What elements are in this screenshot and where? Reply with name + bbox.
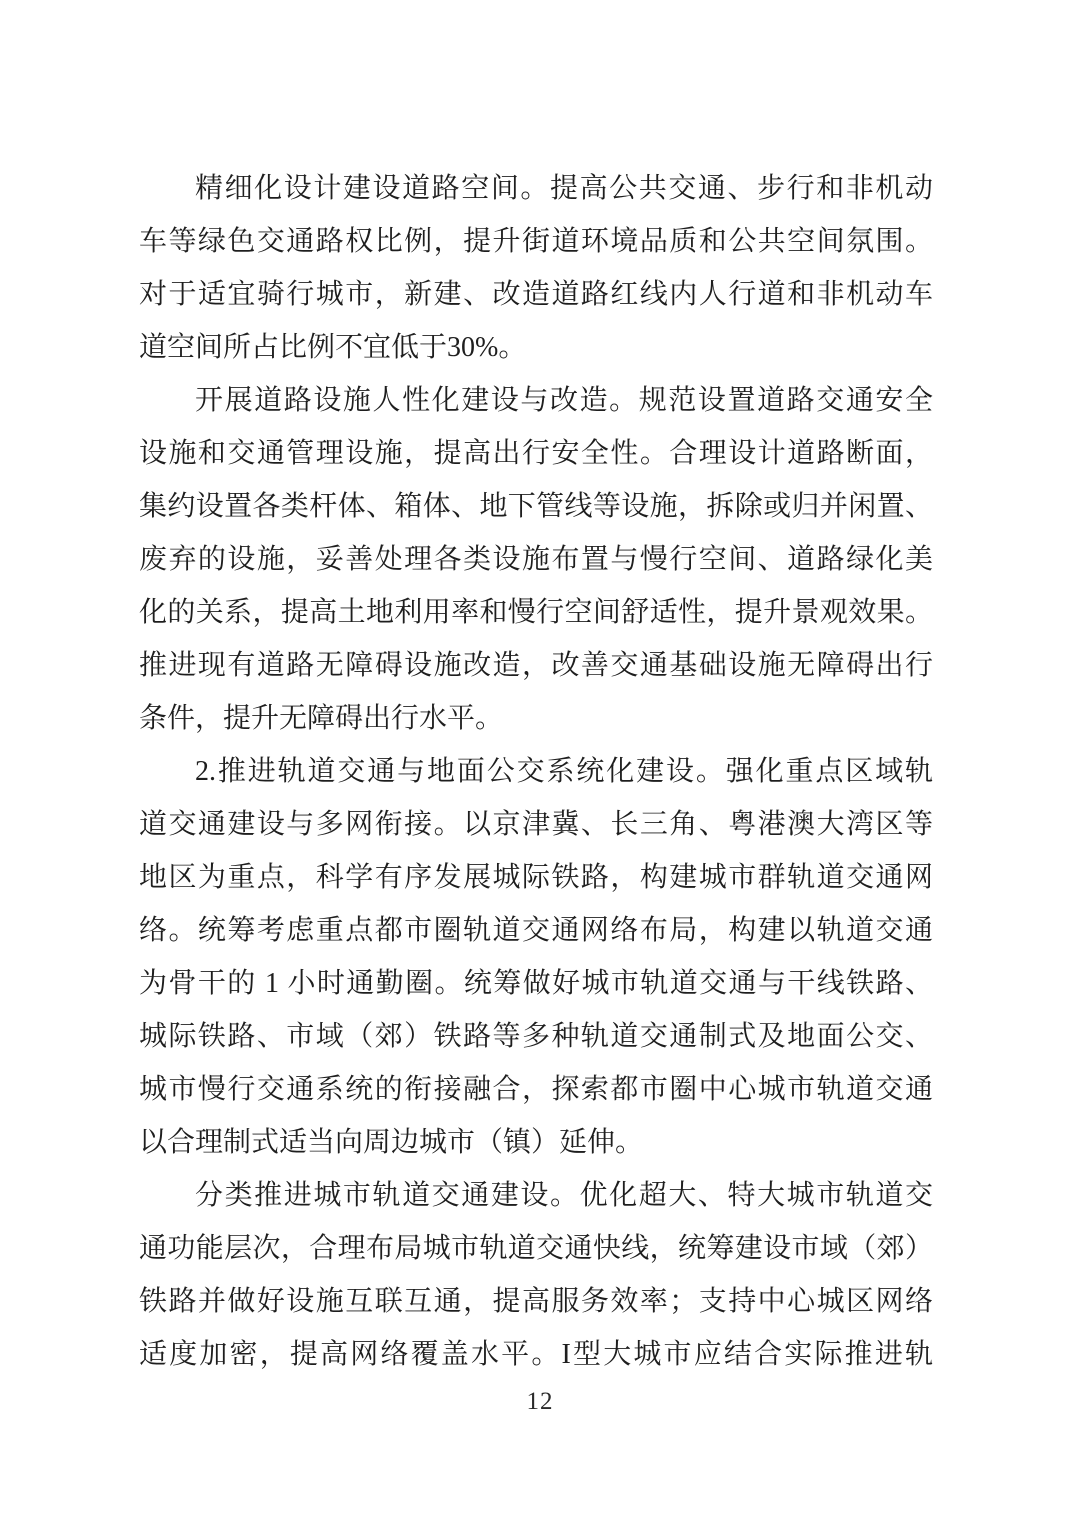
text-line: 分类推进城市轨道交通建设。优化超大、特大城市轨道交 bbox=[195, 1180, 933, 1211]
text-line: 适度加密，提高网络覆盖水平。I型大城市应结合实际推进轨 bbox=[139, 1339, 933, 1370]
paragraph-2 bbox=[139, 374, 933, 745]
text-line: 车等绿色交通路权比例，提升街道环境品质和公共空间氛围。 bbox=[139, 226, 933, 257]
text-line: 集约设置各类杆体、箱体、地下管线等设施，拆除或归并闲置、 bbox=[139, 491, 933, 522]
text-line: 铁路并做好设施互联互通，提高服务效率；支持中心城区网络 bbox=[139, 1286, 933, 1317]
paragraph-1 bbox=[139, 162, 933, 374]
text-line: 通功能层次，合理布局城市轨道交通快线，统筹建设市域（郊） bbox=[139, 1233, 933, 1264]
text-line: 设施和交通管理设施，提高出行安全性。合理设计道路断面， bbox=[139, 438, 933, 469]
text-line: 2.推进轨道交通与地面公交系统化建设。强化重点区域轨 bbox=[195, 756, 933, 787]
text-line: 络。统筹考虑重点都市圈轨道交通网络布局，构建以轨道交通 bbox=[139, 915, 933, 946]
page-number: 12 bbox=[526, 1388, 554, 1415]
text-line: 精细化设计建设道路空间。提高公共交通、步行和非机动 bbox=[195, 173, 933, 204]
text-line: 城市慢行交通系统的衔接融合，探索都市圈中心城市轨道交通 bbox=[139, 1074, 933, 1105]
text-line: 以合理制式适当向周边城市（镇）延伸。 bbox=[139, 1127, 644, 1158]
paragraph-4 bbox=[139, 1169, 933, 1381]
text-line: 废弃的设施，妥善处理各类设施布置与慢行空间、道路绿化美 bbox=[139, 544, 933, 575]
text-line: 开展道路设施人性化建设与改造。规范设置道路交通安全 bbox=[195, 385, 933, 416]
text-line: 推进现有道路无障碍设施改造，改善交通基础设施无障碍出行 bbox=[139, 650, 933, 681]
text-line: 化的关系，提高土地利用率和慢行空间舒适性，提升景观效果。 bbox=[139, 597, 933, 628]
text-line: 地区为重点，科学有序发展城际铁路，构建城市群轨道交通网 bbox=[139, 862, 933, 893]
paragraph-3 bbox=[139, 745, 933, 1169]
text-line: 为骨干的 1 小时通勤圈。统筹做好城市轨道交通与干线铁路、 bbox=[139, 968, 933, 999]
text-line: 城际铁路、市域（郊）铁路等多种轨道交通制式及地面公交、 bbox=[139, 1021, 933, 1052]
document-body bbox=[139, 162, 933, 1381]
text-line: 道交通建设与多网衔接。以京津冀、长三角、粤港澳大湾区等 bbox=[139, 809, 933, 840]
text-line: 条件，提升无障碍出行水平。 bbox=[139, 703, 504, 734]
text-line: 对于适宜骑行城市，新建、改造道路红线内人行道和非机动车 bbox=[139, 279, 933, 310]
text-line: 道空间所占比例不宜低于30%。 bbox=[139, 332, 527, 363]
